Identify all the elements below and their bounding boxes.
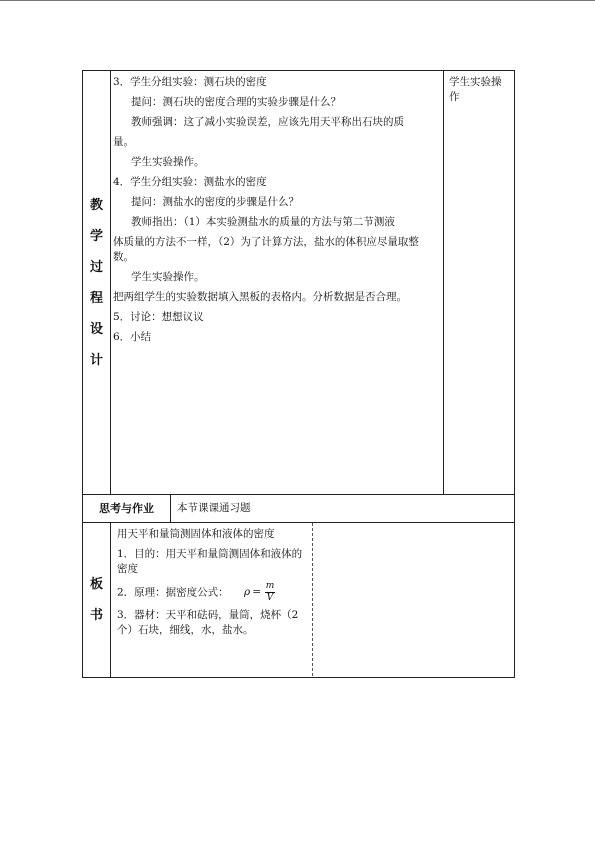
process-line: 学生实验操作。 — [131, 156, 205, 168]
board-purpose: 1．目的：用天平和量筒测固体和液体的密度 — [117, 548, 303, 575]
board-title: 用天平和量筒测固体和液体的密度 — [117, 528, 275, 540]
label-char: 计 — [89, 352, 103, 368]
board-label — [83, 523, 111, 678]
board-row — [83, 523, 515, 678]
process-line: 教师强调：这了减小实验误差，应该先用天平称出石块的质 — [131, 116, 404, 128]
process-side-note: 学生实验操作 — [444, 71, 515, 495]
page-top-rule — [0, 0, 595, 1]
board-materials: 3．器材：天平和砝码，量筒，烧杯（2个）石块，细线，水，盐水。 — [117, 609, 299, 636]
label-char: 过 — [89, 259, 103, 275]
homework-label: 思考与作业 — [83, 495, 171, 523]
board-notes — [111, 523, 313, 676]
process-line: 5．讨论：想想议议 — [113, 311, 204, 323]
formula-den: V — [266, 593, 274, 603]
lesson-plan-table — [82, 70, 515, 678]
homework-content: 本节课课通习题 — [171, 495, 515, 523]
density-formula — [244, 582, 275, 603]
label-char: 程 — [89, 290, 103, 306]
process-row — [83, 71, 515, 495]
process-line: 6．小结 — [113, 331, 152, 343]
label-char: 书 — [89, 608, 103, 623]
label-char: 教 — [89, 197, 103, 213]
board-principle — [117, 582, 306, 603]
formula-num: m — [265, 581, 275, 591]
board-principle-text: 2．原理：据密度公式： — [117, 586, 229, 599]
process-line: 体质量的方法不一样，（2）为了计算方法，盐水的体积应尽量取整数。 — [113, 236, 419, 263]
process-line: 提问：测盐水的密度的步骤是什么？ — [131, 196, 299, 208]
formula-lhs: ρ — [244, 586, 251, 598]
formula-fraction — [265, 582, 275, 603]
process-line: 教师指出：（1）本实验测盐水的质量的方法与第二节测液 — [131, 216, 395, 228]
process-line: 学生实验操作。 — [131, 271, 205, 283]
process-line: 把两组学生的实验数据填入黑板的表格内。分析数据是否合理。 — [113, 291, 407, 303]
label-char: 学 — [89, 228, 103, 244]
process-line: 提问：测石块的密度合理的实验步骤是什么？ — [131, 96, 341, 108]
process-line: 量。 — [113, 136, 134, 148]
label-char: 设 — [89, 321, 103, 337]
process-line: 3．学生分组实验：测石块的密度 — [113, 76, 267, 88]
label-char: 板 — [89, 577, 103, 592]
board-content — [111, 523, 515, 678]
process-label — [83, 71, 111, 495]
process-content — [111, 71, 444, 495]
process-line: 4．学生分组实验：测盐水的密度 — [113, 176, 267, 188]
formula-eq: = — [252, 586, 262, 598]
homework-row — [83, 495, 515, 523]
